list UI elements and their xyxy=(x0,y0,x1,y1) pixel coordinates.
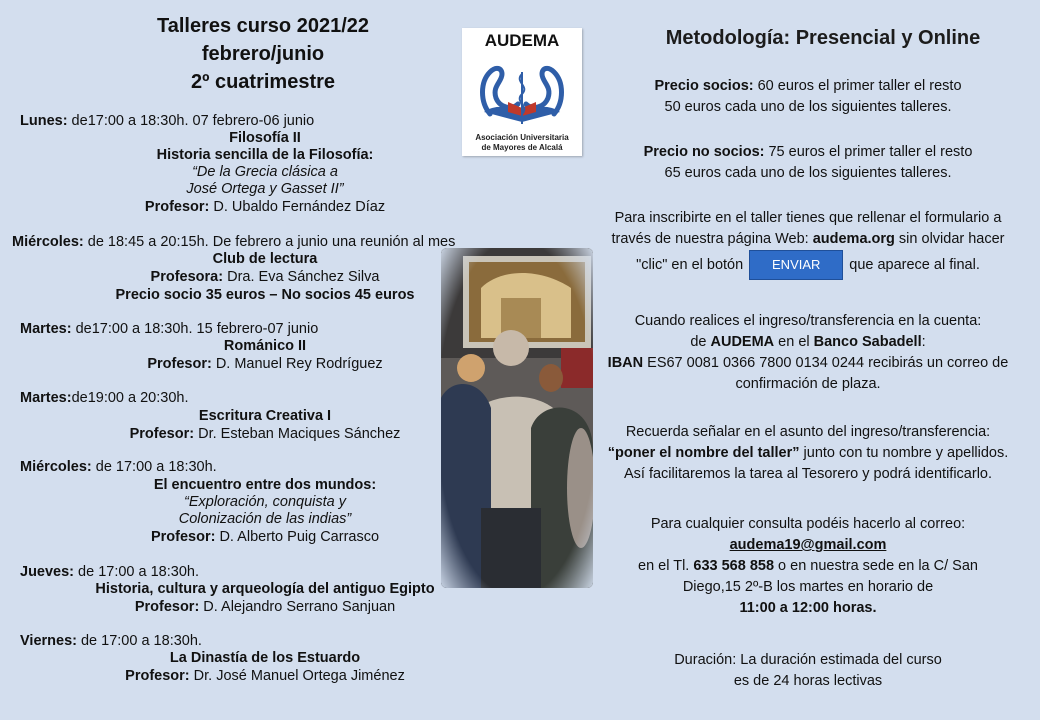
workshop-0-subtitle: Historia sencilla de la Filosofía: xyxy=(156,147,374,163)
workshop-4-professor: Profesor: D. Alberto Puig Carrasco xyxy=(150,529,380,545)
price-non-members: Precio no socios: 75 euros el primer taller el resto 65 euros cada uno de los siguientes talleres. xyxy=(643,144,973,181)
workshop-3-professor: Profesor: Dr. Esteban Maciques Sánchez xyxy=(129,426,401,442)
workshop-6-title: La Dinastía de los Estuardo xyxy=(169,650,361,666)
methodology-title: Metodología: Presencial y Online xyxy=(665,27,981,49)
header-title: Talleres curso 2021/22 xyxy=(157,15,369,37)
workshop-3-title: Escritura Creativa I xyxy=(198,408,332,424)
swans-emblem-icon xyxy=(472,52,572,132)
workshop-5-professor: Profesor: D. Alejandro Serrano Sanjuan xyxy=(134,599,396,615)
workshop-2-schedule: Martes: de17:00 a 18:30h. 15 febrero-07 junio xyxy=(20,321,319,337)
header-dates: febrero/junio xyxy=(201,43,325,65)
page-header xyxy=(100,12,426,96)
phone-number: 633 568 858 xyxy=(693,558,775,574)
enviar-button[interactable]: ENVIAR xyxy=(749,250,843,280)
email-link[interactable]: audema19@gmail.com xyxy=(729,537,887,553)
workshop-1-schedule: Miércoles: de 18:45 a 20:15h. De febrero a junio una reunión al mes xyxy=(12,234,456,250)
workshop-2-title: Románico II xyxy=(223,338,307,354)
workshop-4-italic-2: Colonización de las indias” xyxy=(178,511,352,527)
logo-name: AUDEMA xyxy=(484,31,560,50)
workshop-2-professor: Profesor: D. Manuel Rey Rodríguez xyxy=(147,356,383,372)
workshop-0-schedule: Lunes: de17:00 a 18:30h. 07 febrero-06 junio xyxy=(20,113,315,129)
workshop-1-professor: Profesora: Dra. Eva Sánchez Silva xyxy=(150,269,380,285)
payment-info: Cuando realices el ingreso/transferencia en la cuenta: de AUDEMA en el Banco Sabadell: IBAN ES67 0081 0366 7800 0134 0244 recibirás un correo de confirmación de plaza. xyxy=(607,313,1009,392)
reminder-info: Recuerda señalar en el asunto del ingreso/transferencia: “poner el nombre del taller” junto con tu nombre y apellidos. Así facilitaremos la tarea al Tesorero y podrá identificarlo. xyxy=(607,424,1009,482)
workshop-5-title: Historia, cultura y arqueología del antiguo Egipto xyxy=(95,581,435,597)
workshop-0-professor: Profesor: D. Ubaldo Fernández Díaz xyxy=(144,199,386,215)
logo-subtitle: Asociación Universitaria de Mayores de Alcalá xyxy=(475,133,569,152)
workshop-1-price: Precio socio 35 euros – No socios 45 euros xyxy=(115,287,415,303)
workshop-4-schedule: Miércoles: de 17:00 a 18:30h. xyxy=(20,459,217,475)
workshop-0-italic-1: “De la Grecia clásica a xyxy=(192,164,338,180)
workshop-4-italic-1: “Exploración, conquista y xyxy=(184,494,346,510)
workshop-6-professor: Profesor: Dr. José Manuel Ortega Jiménez xyxy=(125,668,405,684)
price-members: Precio socios: 60 euros el primer taller el resto 50 euros cada uno de los siguientes talleres. xyxy=(654,78,962,115)
workshop-1-title: Club de lectura xyxy=(212,251,318,267)
workshop-6-schedule: Viernes: de 17:00 a 18:30h. xyxy=(20,633,202,649)
workshop-0-italic-2: José Ortega y Gasset II” xyxy=(186,181,344,197)
contact-info: Para cualquier consulta podéis hacerlo al correo: audema19@gmail.com en el Tl. 633 568 858 o en nuestra sede en la C/ San Diego,15 2º-B los martes en horario de 11:00 a 12:00 horas. xyxy=(638,516,978,616)
registration-info: Para inscribirte en el taller tienes que rellenar el formulario a través de nuestra página Web: audema.org sin olvidar hacer "clic" en el botón ENVIAR que aparece al final. xyxy=(578,208,1038,280)
header-term: 2º cuatrimestre xyxy=(190,71,336,93)
workshop-3-schedule: Martes:de19:00 a 20:30h. xyxy=(20,390,189,406)
duration-info: Duración: La duración estimada del curso es de 24 horas lectivas xyxy=(674,652,942,689)
workshop-4-title: El encuentro entre dos mundos: xyxy=(153,477,377,493)
workshop-0-title: Filosofía II xyxy=(229,130,301,146)
workshop-5-schedule: Jueves: de 17:00 a 18:30h. xyxy=(20,564,199,580)
